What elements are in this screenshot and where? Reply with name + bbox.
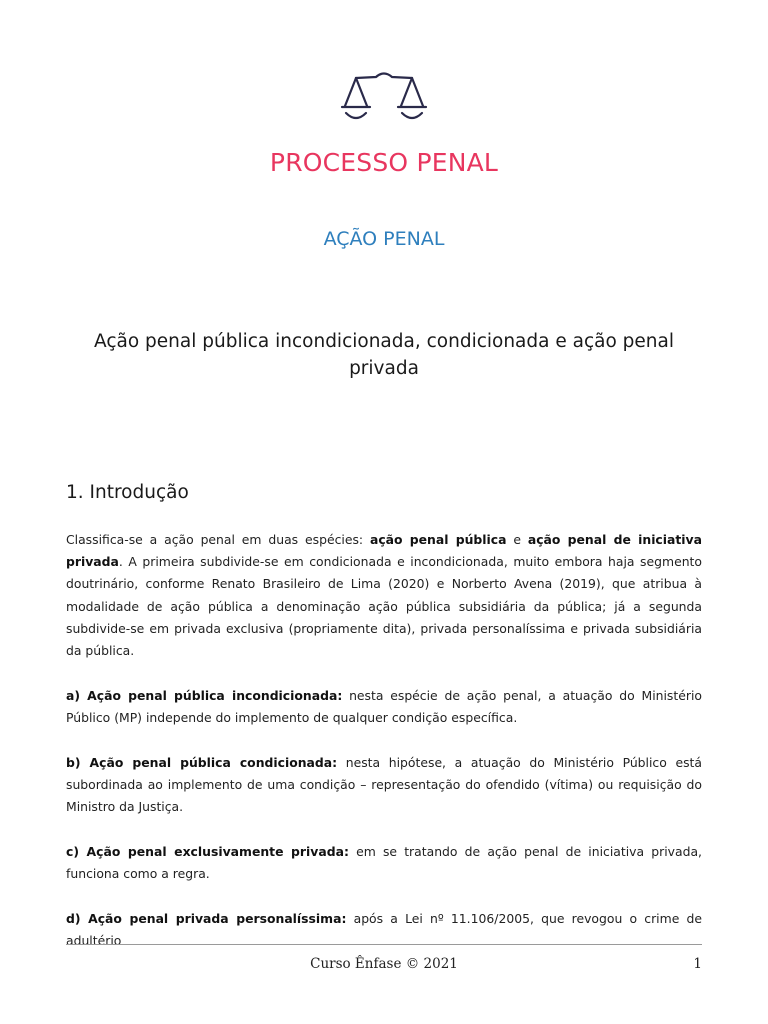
item-text: nesta espécie de ação penal, a atuação do Ministério Público (MP) independe do implemento de qualquer condição específica.: [66, 687, 702, 726]
item-paragraph-c: [66, 841, 702, 885]
footer-divider: [66, 944, 702, 945]
intro-text: . A primeira subdivide-se em condicionada e incondicionada, muito embora haja segmento doutrinário, conforme Renato Brasileiro de Lima (2020) e Norberto Avena (2019), que atribua à modalidade de ação pública a denominação ação pública subsidiária da pública; já a segunda subdivide-se em privada exclusiva (propriamente dita), privada personalíssima e privada subsidiária da pública.: [66, 554, 702, 659]
item-text: após a Lei nº 11.106/2005, que revogou o crime de adultério: [66, 911, 703, 949]
page-number: 1: [693, 956, 702, 972]
document-subtitle: AÇÃO PENAL: [323, 228, 445, 250]
intro-bold-public: ação penal pública: [369, 532, 507, 547]
item-label: a) Ação penal pública incondicionada:: [66, 687, 343, 703]
intro-paragraph: [66, 529, 702, 662]
section-title: 1. Introdução: [66, 482, 189, 503]
intro-text: e: [506, 532, 528, 547]
document-title: PROCESSO PENAL: [269, 148, 499, 177]
item-text: nesta hipótese, a atuação do Ministério Público está subordinada ao implemento de uma condição – representação do ofendido (vítima) ou requisição do Ministro da Justiça.: [66, 754, 702, 815]
item-text: em se tratando de ação penal de iniciativa privada, funciona como a regra.: [66, 844, 702, 882]
document-body: [66, 529, 702, 975]
item-paragraph-d: [66, 908, 702, 952]
intro-bold-private: ação penal de iniciativa privada: [66, 532, 702, 570]
footer-text: Curso Ênfase © 2021: [310, 956, 458, 972]
topic-heading: Ação penal pública incondicionada, condicionada e ação penal privada: [93, 331, 674, 379]
scales-of-justice-icon: [332, 66, 436, 126]
item-paragraph-b: [66, 752, 702, 819]
item-label: b) Ação penal pública condicionada:: [66, 754, 338, 770]
intro-text: Classifica-se a ação penal em duas espécies:: [66, 532, 370, 547]
item-paragraph-a: [66, 685, 702, 729]
item-label: d) Ação penal privada personalíssima:: [66, 911, 347, 927]
item-label: c) Ação penal exclusivamente privada:: [66, 844, 349, 860]
